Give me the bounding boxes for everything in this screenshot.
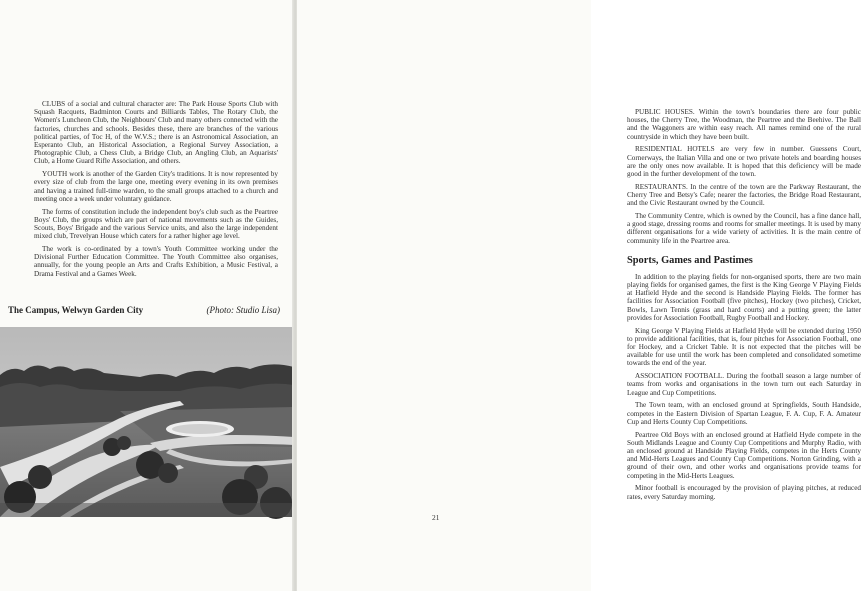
campus-photo (0, 327, 294, 517)
public-houses-paragraph: PUBLIC HOUSES. Within the town's boundaries there are four public houses, the Cherry Tree, the Woodman, the Peartree and the Beehive. The Ball and the Waggoners are within easy reach. All names remind one of the rural countryside in which they have been built. (627, 108, 861, 141)
playing-fields-paragraph: In addition to the playing fields for non-organised sports, there are two main playing fields for organised games, the first is the King George V Playing Fields at Hatfield Hyde and the second is Handside Playing Fields. The former has facilities for Association Football (five pitches), Hockey (two pitches), Cricket, Bowls, Lawn Tennis (grass and hard courts) and a putting green; the latter provides for Association Football, Rugby Football and Hockey. (627, 272, 861, 322)
left-text-column (34, 100, 278, 282)
clubs-paragraph: CLUBS of a social and cultural character are: The Park House Sports Club with Squash Racquets, Badminton Courts and Billiards Tables, The Rotary Club, the Women's Luncheon Club, the Neighbours' Club and many others connected with the factories, churches and schools. Besides these, there are branches of the various political parties, of Toc H, of the W.V.S.; there is an Astronomical Association, an Esperanto Club, an Historical Association, a Regional Survey Association, a Photographic Club, a Chess Club, a Bridge Club, an Angling Club, an Aquarists' Club, a Home Guard Rifle Association, and others. (34, 100, 278, 166)
page-number: 21 (432, 513, 440, 522)
king-george-paragraph: King George V Playing Fields at Hatfield Hyde will be extended during 1950 to provide additional facilities, that is, four pitches for Association Football, one for Hockey, and a Cricket Table. It is not expected that the pitches will be available for use until the work has been completed and consolidated sometime towards the end of the year. (627, 326, 861, 368)
residential-hotels-paragraph: RESIDENTIAL HOTELS are very few in number. Guessens Court, Cornerways, the Italian Villa and one or two private hotels and boarding houses are the only ones now available. It is hoped that this deficiency will be made good in the further development of the town. (627, 145, 861, 179)
community-centre-paragraph: The Community Centre, which is owned by the Council, has a fine dance hall, a good stage, dressing rooms and rooms for smaller meetings. It is used by many different organisations for a wide variety of activities. It is the main centre of community life in the Peartree area. (627, 212, 861, 245)
constitution-paragraph: The forms of constitution include the independent boy's club such as the Peartree Boys' Club, the groups which are part of national movements such as the Guides, Scouts, Boys' Brigade and the various Service units, and also the large independent mixed club, Trevelyan House which caters for a rather higher age level. (34, 207, 278, 241)
photo-caption-title: The Campus, Welwyn Garden City (8, 305, 144, 315)
peartree-old-boys-paragraph: Peartree Old Boys with an enclosed ground at Hatfield Hyde compete in the South Midlands League and County Cup Competitions and Murphy Radio, with an enclosed ground at Handside Playing Fields, competes in the Herts County and Mid-Herts Leagues and County Cup Competitions. Norton Grinding, with a ground of their own, and other works and organisations provide teams for competing in the Mid-Herts Leagues. (627, 430, 861, 480)
minor-football-paragraph: Minor football is encouraged by the provision of playing pitches, at reduced rates, every Saturday morning. (627, 484, 861, 501)
youth-paragraph: YOUTH work is another of the Garden City's traditions. It is now represented by every size of club from the large one, meeting every evening in its own premises and having a trained full-time warden, to the small groups attached to a church and meeting once a week under voluntary guidance. (34, 170, 278, 203)
restaurants-paragraph: RESTAURANTS. In the centre of the town are the Parkway Restaurant, the Cherry Tree and Betsy's Cafe; nearer the factories, the Bridge Road Restaurant, and the Civic Restaurant owned by the Council. (627, 182, 861, 208)
coordination-paragraph: The work is co-ordinated by a town's Youth Committee working under the Divisional Further Education Committee. The Youth Committee also organises, annually, for the young people an Arts and Crafts Exhibition, a Music Festival, a Drama Festival and a Games Week. (34, 245, 278, 278)
right-page (297, 0, 861, 591)
right-text-column (627, 108, 861, 505)
town-team-paragraph: The Town team, with an enclosed ground at Springfields, South Handside, competes in the Eastern Division of Spartan League, F. A. Cup, F. A. Amateur Cup and Herts County Cup Competitions. (627, 401, 861, 426)
photo-credit: (Photo: Studio Lisa) (206, 305, 280, 315)
left-page (0, 0, 294, 591)
sports-section-heading: Sports, Games and Pastimes (627, 254, 753, 266)
association-football-paragraph: ASSOCIATION FOOTBALL. During the football season a large number of teams from works and organisations in the town turn out each Saturday in League and Cup Competitions. (627, 372, 861, 397)
campus-photo-image (0, 327, 294, 517)
